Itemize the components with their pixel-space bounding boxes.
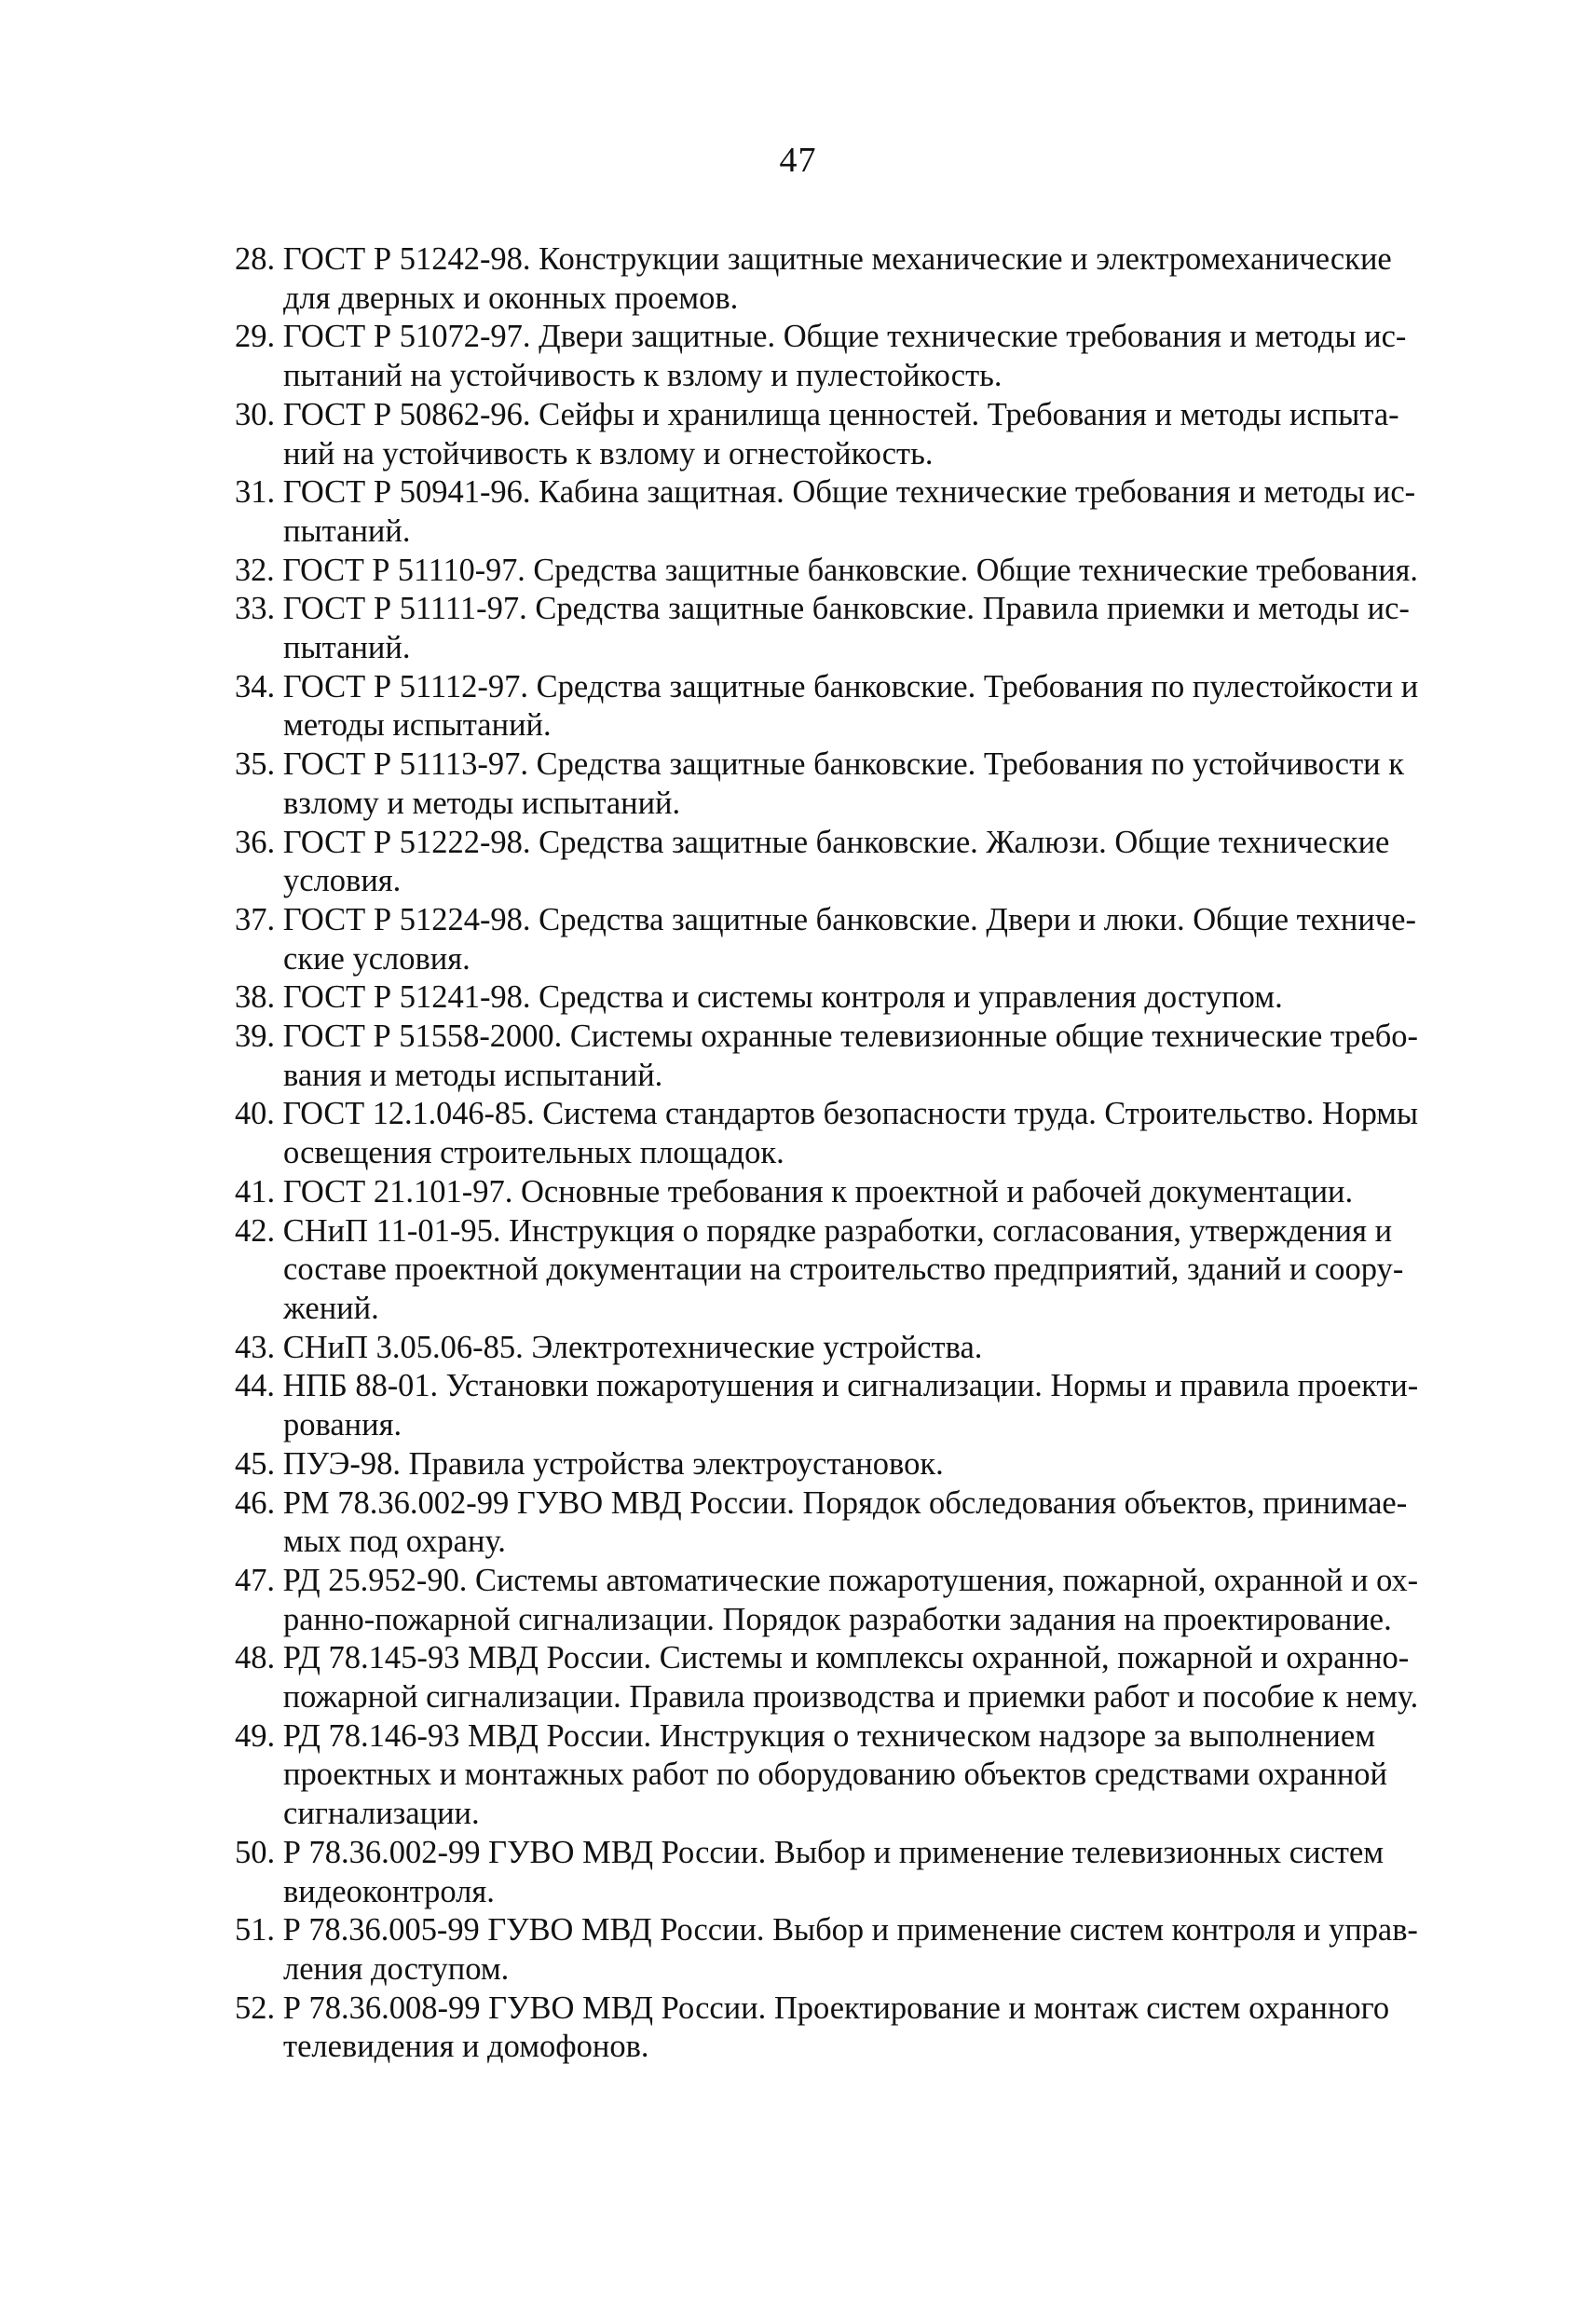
reference-number: 41.: [235, 1173, 276, 1210]
reference-line: [235, 1290, 1418, 1329]
reference-line: [235, 1873, 1418, 1912]
reference-number: 39.: [235, 1019, 276, 1055]
reference-text: рования.: [283, 1407, 402, 1443]
reference-line: [235, 435, 1418, 474]
reference-item: [235, 552, 1418, 591]
reference-number: 29.: [235, 319, 276, 355]
reference-line: [235, 1367, 1419, 1406]
reference-line: [235, 473, 1418, 513]
reference-text: пытаний.: [283, 513, 411, 549]
reference-text: проектных и монтажных работ по оборудованию объектов средствами охранной: [283, 1757, 1388, 1793]
reference-text: ские условия.: [283, 940, 471, 977]
reference-line: [235, 318, 1418, 357]
reference-line: [235, 1251, 1418, 1290]
reference-text: Р 78.36.005-99 ГУВО МВД России. Выбор и применение систем контроля и управ-: [282, 1912, 1418, 1949]
reference-text: методы испытаний.: [283, 707, 552, 744]
reference-line: [235, 590, 1418, 629]
reference-line: [235, 357, 1418, 396]
reference-item: [235, 1834, 1418, 1911]
reference-item: [235, 1212, 1418, 1329]
reference-line: [235, 629, 1418, 668]
reference-number: 34.: [235, 668, 276, 704]
reference-text: вания и методы испытаний.: [283, 1057, 663, 1093]
reference-line: [235, 280, 1418, 319]
reference-line: [235, 1134, 1418, 1173]
reference-text: пожарной сигнализации. Правила производства и приемки работ и пособие к нему.: [282, 1679, 1419, 1716]
reference-text: ГОСТ Р 51110-97. Средства защитные банковские. Общие технические требования.: [282, 552, 1418, 588]
reference-text: ГОСТ Р 51113-97. Средства защитные банковские. Требования по устойчивости к: [282, 746, 1405, 783]
reference-line: [235, 940, 1418, 979]
reference-text: взлому и методы испытаний.: [283, 785, 681, 821]
reference-number: 32.: [235, 552, 275, 588]
reference-item: [235, 1018, 1418, 1095]
reference-text: освещения строительных площадок.: [283, 1135, 784, 1171]
reference-text: ний на устойчивость к взлому и огнестойкость.: [283, 435, 934, 472]
reference-line: [235, 1445, 1418, 1484]
reference-line: [235, 1678, 1419, 1717]
reference-text: ГОСТ Р 50862-96. Сейфы и хранилища ценностей. Требования и методы испыта-: [282, 396, 1399, 432]
reference-text: сигнализации.: [283, 1796, 480, 1832]
reference-line: [235, 2028, 1418, 2067]
reference-line: [235, 1329, 1418, 1368]
reference-text: РМ 78.36.002-99 ГУВО МВД России. Порядок обследования объектов, принимае-: [282, 1484, 1408, 1521]
reference-line: [235, 1484, 1418, 1524]
reference-number: 28.: [235, 241, 276, 277]
reference-number: 49.: [235, 1717, 276, 1754]
reference-text: ПУЭ-98. Правила устройства электроустановок.: [282, 1445, 944, 1482]
reference-line: [235, 1834, 1418, 1873]
reference-line: [235, 706, 1418, 745]
reference-text: для дверных и оконных проемов.: [283, 280, 739, 316]
reference-line: [235, 1406, 1418, 1445]
reference-item: [235, 901, 1418, 978]
reference-text: ГОСТ Р 51224-98. Средства защитные банковские. Двери и люки. Общие техниче-: [282, 901, 1416, 937]
reference-line: [235, 396, 1418, 435]
reference-item: [235, 1911, 1418, 1989]
reference-text: телевидения и домофонов.: [283, 2029, 649, 2065]
reference-item: [235, 1562, 1418, 1639]
reference-number: 30.: [235, 396, 276, 432]
reference-text: ГОСТ Р 51558-2000. Системы охранные телевизионные общие технические требо-: [282, 1019, 1418, 1055]
reference-number: 37.: [235, 901, 276, 937]
reference-line: [235, 1057, 1418, 1096]
reference-item: [235, 1095, 1418, 1172]
reference-number: 47.: [235, 1562, 276, 1598]
reference-line: [235, 1911, 1418, 1950]
reference-line: [235, 1756, 1418, 1795]
reference-item: [235, 1639, 1418, 1716]
reference-text: ГОСТ Р 51072-97. Двери защитные. Общие технические требования и методы ис-: [282, 319, 1407, 355]
reference-item: [235, 1367, 1418, 1444]
reference-line: [235, 785, 1418, 824]
reference-text: ранно-пожарной сигнализации. Порядок разработки задания на проектирование.: [283, 1601, 1392, 1637]
reference-number: 45.: [235, 1445, 276, 1482]
reference-number: 42.: [235, 1212, 276, 1249]
reference-text: Р 78.36.008-99 ГУВО МВД России. Проектирование и монтаж систем охранного: [282, 1990, 1390, 2026]
reference-text: НПБ 88-01. Установки пожаротушения и сигнализации. Нормы и правила проекти-: [282, 1368, 1419, 1404]
reference-line: [235, 1950, 1418, 1990]
reference-line: [235, 1523, 1418, 1562]
reference-text: СНиП 3.05.06-85. Электротехнические устройства.: [282, 1329, 983, 1365]
reference-text: пытаний на устойчивость к взлому и пулестойкость.: [283, 358, 1003, 394]
reference-number: 36.: [235, 824, 276, 860]
reference-line: [235, 824, 1418, 863]
reference-item: [235, 240, 1418, 318]
reference-text: ГОСТ Р 50941-96. Кабина защитная. Общие технические требования и методы ис-: [282, 474, 1416, 511]
reference-item: [235, 978, 1418, 1018]
reference-item: [235, 1717, 1418, 1834]
reference-text: ГОСТ Р 51242-98. Конструкции защитные механические и электромеханические: [282, 241, 1392, 277]
reference-text: видеоконтроля.: [283, 1873, 495, 1909]
reference-line: [235, 1639, 1418, 1678]
reference-line: [235, 1990, 1418, 2029]
reference-line: [235, 745, 1418, 785]
reference-line: [235, 1212, 1418, 1251]
reference-text: мых под охрану.: [283, 1524, 506, 1560]
reference-item: [235, 590, 1418, 667]
reference-line: [235, 901, 1418, 940]
reference-line: [235, 1095, 1418, 1134]
reference-line: [235, 1562, 1419, 1601]
reference-line: [235, 1173, 1418, 1212]
reference-line: [235, 1018, 1418, 1057]
reference-line: [235, 552, 1418, 591]
reference-item: [235, 824, 1418, 901]
reference-number: 43.: [235, 1329, 276, 1365]
reference-item: [235, 1445, 1418, 1484]
reference-text: РД 25.952-90. Системы автоматические пожаротушения, пожарной, охранной и ох-: [282, 1562, 1419, 1598]
reference-text: ГОСТ 21.101-97. Основные требования к проектной и рабочей документации.: [282, 1173, 1354, 1210]
reference-line: [235, 1717, 1418, 1757]
reference-number: 46.: [235, 1484, 276, 1521]
reference-number: 51.: [235, 1912, 275, 1949]
reference-text: ГОСТ Р 51241-98. Средства и системы контроля и управления доступом.: [282, 979, 1283, 1016]
reference-number: 33.: [235, 591, 276, 627]
reference-number: 38.: [235, 979, 276, 1016]
reference-list: [235, 240, 1418, 2067]
reference-text: СНиП 11-01-95. Инструкция о порядке разработки, согласования, утверждения и: [282, 1212, 1393, 1249]
reference-line: [235, 1795, 1418, 1834]
reference-text: РД 78.145-93 МВД России. Системы и комплексы охранной, пожарной и охранно-: [282, 1640, 1410, 1676]
reference-number: 31.: [235, 474, 276, 511]
reference-item: [235, 1484, 1418, 1562]
reference-text: составе проектной документации на строительство предприятий, зданий и соору-: [283, 1251, 1404, 1288]
reference-line: [235, 240, 1418, 280]
reference-number: 52.: [235, 1990, 276, 2026]
reference-text: ления доступом.: [283, 1950, 510, 1987]
reference-line: [235, 513, 1418, 552]
reference-item: [235, 318, 1418, 395]
reference-item: [235, 396, 1418, 473]
reference-item: [235, 473, 1418, 551]
reference-number: 50.: [235, 1834, 276, 1870]
reference-item: [235, 668, 1418, 745]
reference-item: [235, 1990, 1418, 2067]
reference-number: 35.: [235, 746, 276, 783]
reference-number: 48.: [235, 1640, 276, 1676]
reference-line: [235, 668, 1418, 707]
reference-text: ГОСТ Р 51222-98. Средства защитные банковские. Жалюзи. Общие технические: [282, 824, 1390, 860]
reference-text: ГОСТ Р 51111-97. Средства защитные банковские. Правила приемки и методы ис-: [282, 591, 1410, 627]
reference-number: 44.: [235, 1368, 275, 1404]
reference-number: 40.: [235, 1096, 275, 1132]
reference-line: [235, 862, 1418, 901]
reference-text: Р 78.36.002-99 ГУВО МВД России. Выбор и применение телевизионных систем: [282, 1834, 1385, 1870]
reference-item: [235, 745, 1418, 823]
reference-item: [235, 1173, 1418, 1212]
reference-text: жений.: [283, 1290, 379, 1326]
reference-line: [235, 978, 1418, 1018]
reference-text: РД 78.146-93 МВД России. Инструкция о техническом надзоре за выполнением: [282, 1717, 1376, 1754]
reference-text: ГОСТ Р 51112-97. Средства защитные банковские. Требования по пулестойкости и: [282, 668, 1419, 704]
reference-text: пытаний.: [283, 630, 411, 666]
reference-line: [235, 1601, 1418, 1640]
reference-item: [235, 1329, 1418, 1368]
reference-text: ГОСТ 12.1.046-85. Система стандартов безопасности труда. Строительство. Нормы: [282, 1096, 1418, 1132]
reference-text: условия.: [283, 863, 402, 899]
page-number: 47: [779, 141, 817, 180]
